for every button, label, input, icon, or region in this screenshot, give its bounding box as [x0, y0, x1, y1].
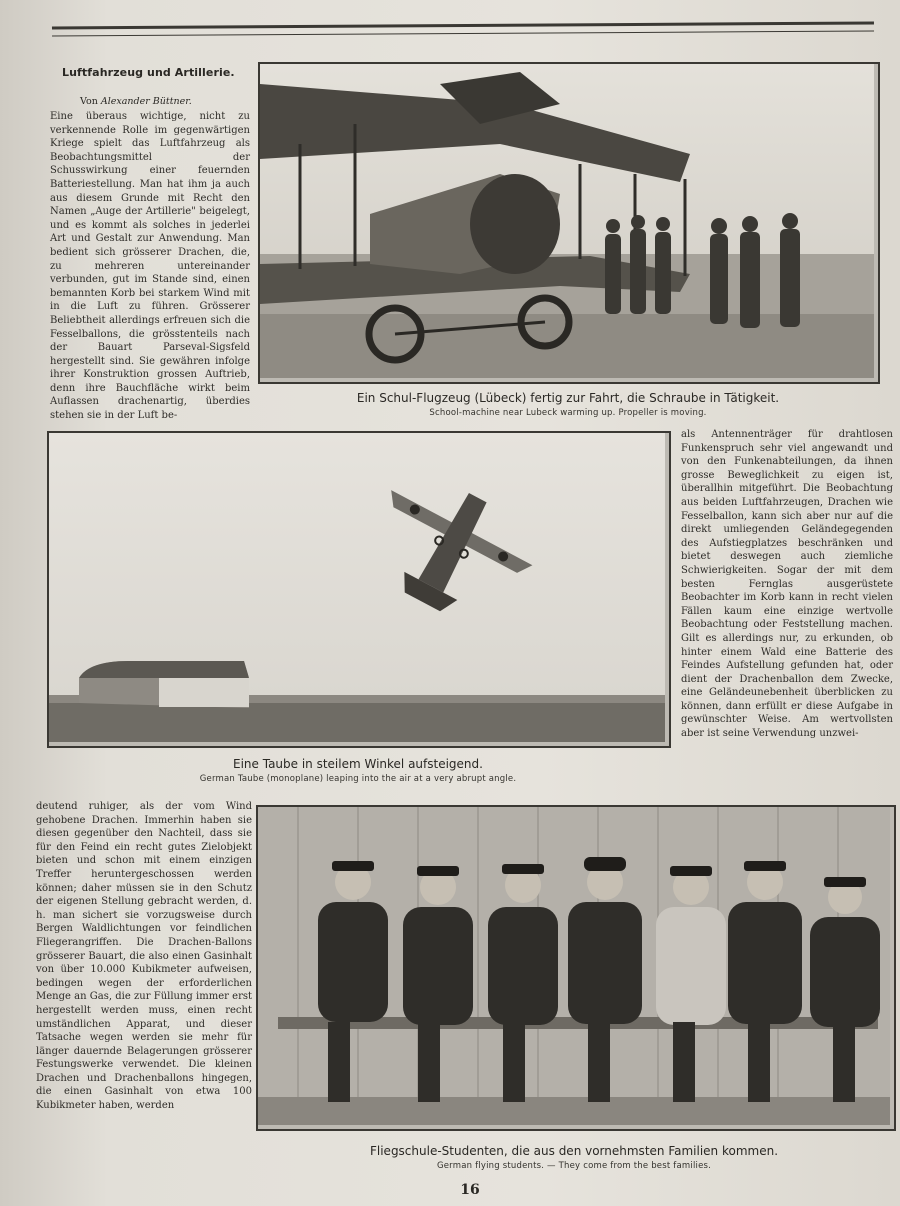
caption-taube — [48, 757, 668, 784]
byline-author: Alexander Büttner. — [100, 96, 192, 107]
photo-biplane — [258, 62, 880, 384]
article-column-1: Eine überaus wichtige, nicht zu verkennende Rolle im gegenwärtigen Kriege spielt das Luftfahrzeug als Beobachtungsmittel der Schusswirkung einer feuernden Batteriestellung. Man hat ihm ja auch aus diesem Grunde mit Recht den Namen „Auge der Artillerie" beigelegt, und es kommt als solches in jederlei Art und Gestalt zur Anwendung. Man bedient sich grösserer Drachen, die, zu mehreren untereinander verbunden, gut im Stande sind, einen bemannten Korb bei starkem Wind mit in die Luft zu führen. Grösserer Beliebtheit allerdings erfreuen sich die Fesselballons, die grösstenteils nach der Bauart Parseval-Sigsfeld hergestellt sind. Sie gewähren infolge ihrer Konstruktion grossen Auftrieb, denn ihre Bauchfläche wirkt beim Auflassen drachenartig, überdies stehen sie in der Luft be- — [50, 111, 250, 422]
byline-prefix: Von — [80, 96, 98, 107]
page-number: 16 — [460, 1182, 480, 1198]
caption-biplane-english: School-machine near Lubeck warming up. Propeller is moving. — [429, 408, 707, 418]
caption-students-german: Fliegschule-Studenten, die aus den vornehmsten Familien kommen. — [369, 1144, 779, 1158]
article-column-2: als Antennenträger für drahtlosen Funkenspruch sehr viel angewandt und von den Funkenabteilungen, da ihnen grosse Beweglichkeit zu eigen ist, überallhin mitgeführt. Die Beobachtung aus beiden Luftfahrzeugen, Drachen wie Fesselballon, kann sich aber nur auf die direkt umliegenden Geländegegenden des Aufstiegplatzes beschränken und bietet deswegen auch ziemliche Schwierigkeiten. Sogar der mit dem besten Fernglas ausgerüstete Beobachter im Korb kann in recht vielen Fällen kaum eine einzige wertvolle Beobachtung oder Feststellung machen. Gilt es allerdings nur, zu erkunden, ob hinter einem Wald eine Batterie des Feindes Aufstellung gefunden hat, oder dient der Drachenballon dem Zwecke, eine Geländeunebenheit überblicken zu können, dann erfüllt er diese Aufgabe in gewünschter Weise. Am wertvollsten aber ist seine Verwendung unzwei- — [681, 429, 893, 740]
caption-biplane-german: Ein Schul-Flugzeug (Lübeck) fertig zur Fahrt, die Schraube in Tätigkeit. — [356, 391, 780, 405]
photo-taube — [47, 431, 671, 748]
biplane-photo-illustration — [260, 64, 874, 378]
caption-taube-english: German Taube (monoplane) leaping into the air at a very abrupt angle. — [199, 774, 517, 784]
caption-students — [256, 1144, 892, 1171]
article-title: Luftfahrzeug und Artillerie. — [62, 66, 235, 79]
caption-biplane — [258, 391, 878, 418]
taube-photo-illustration — [49, 433, 665, 742]
article-column-3: deutend ruhiger, als der vom Wind gehobene Drachen. Immerhin haben sie diesen gegenüber den Nachteil, dass sie für den Feind ein recht gutes Zielobjekt bieten und schon mit einem einzigen Treffer heruntergeschossen werden können; daher müssen sie in den Schutz der eigenen Stellung gebracht werden, d. h. man sichert sie vorzugsweise durch Bergen Waldlichtungen vor feindlichen Fliegerangriffen. Die Drachen-Ballons grösserer Bauart, die also einen Gasinhalt von über 10.000 Kubikmeter aufweisen, bedingen wegen der erforderlichen Menge an Gas, die zur Füllung immer erst hergestellt werden muss, einen recht umständlichen Apparat, und dieser Tatsache wegen werden sie mehr für länger dauernde Belagerungen grösserer Festungswerke verwendet. Die kleinen Drachen und Drachenballons hingegen, die einen Gasinhalt von etwa 100 Kubikmeter haben, werden — [36, 801, 252, 1112]
students-photo-illustration — [258, 807, 890, 1125]
caption-taube-german: Eine Taube in steilem Winkel aufsteigend. — [233, 757, 483, 771]
header-rule — [52, 21, 874, 36]
photo-students — [256, 805, 896, 1131]
article-byline — [80, 96, 250, 107]
caption-students-english: German flying students. — They come from the best families. — [436, 1161, 712, 1171]
